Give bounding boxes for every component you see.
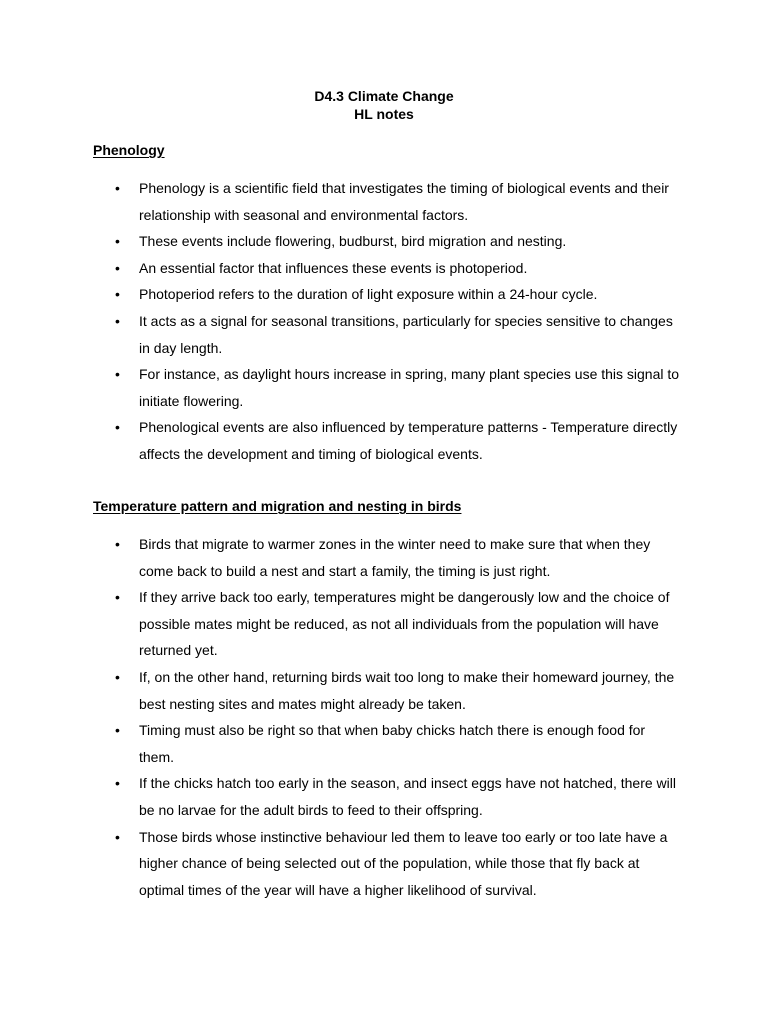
bullet-icon: • xyxy=(115,775,120,792)
list-item-text: An essential factor that influences these events is photoperiod. xyxy=(139,259,528,276)
list-item-text: If the chicks hatch too early in the season, and insect eggs have not hatched, there will be no larvae for the adult birds to feed to their offspring. xyxy=(139,775,676,818)
document-subtitle: HL notes xyxy=(354,106,414,122)
list-item-text: These events include flowering, budburst, bird migration and nesting. xyxy=(139,233,567,250)
bullet-icon: • xyxy=(115,536,120,552)
bullet-icon: • xyxy=(115,366,120,383)
list-item-text: If, on the other hand, returning birds wait too long to make their homeward journey, the best nesting sites and mates might already be taken. xyxy=(139,668,675,712)
list-item-text: If they arrive back too early, temperatures might be dangerously low and the choice of possible mates might be reduced, as not all individuals from the population will have returned yet. xyxy=(139,589,670,659)
list-item xyxy=(0,584,768,664)
list-item-text: For instance, as daylight hours increase in spring, many plant species use this signal to initiate flowering. xyxy=(139,366,680,409)
section-heading-phenology: Phenology xyxy=(93,142,165,158)
list-item xyxy=(0,308,768,361)
bullet-icon: • xyxy=(115,589,120,606)
list-item xyxy=(0,281,768,308)
list-item-text: Photoperiod refers to the duration of light exposure within a 24-hour cycle. xyxy=(139,286,598,303)
list-item xyxy=(0,255,768,282)
list-item-text: Phenology is a scientific field that investigates the timing of biological events and their relationship with seasonal and environmental factors. xyxy=(139,180,669,223)
list-item xyxy=(0,361,768,414)
bullet-icon: • xyxy=(115,286,120,303)
list-item xyxy=(0,770,768,823)
list-item xyxy=(0,175,768,228)
bullet-icon: • xyxy=(115,828,120,845)
list-item xyxy=(0,531,768,584)
list-item-text: Those birds whose instinctive behaviour led them to leave too early or too late have a higher chance of being selected out of the population, while those that fly back at optimal times of the year will have a higher likelihood of survival. xyxy=(139,828,668,898)
list-item-text: Timing must also be right so that when baby chicks hatch there is enough food for them. xyxy=(139,722,646,765)
bullet-list-phenology xyxy=(0,175,768,468)
list-item xyxy=(0,228,768,255)
bullet-icon: • xyxy=(115,233,120,250)
bullet-icon: • xyxy=(115,312,120,329)
section-heading-migration: Temperature pattern and migration and nesting in birds xyxy=(93,498,462,514)
list-item-text: Phenological events are also influenced by temperature patterns - Temperature directly affects the development and timing of biological events. xyxy=(139,419,678,462)
list-item xyxy=(0,717,768,770)
list-item xyxy=(0,664,768,717)
bullet-icon: • xyxy=(115,180,120,196)
list-item-text: It acts as a signal for seasonal transitions, particularly for species sensitive to changes in day length. xyxy=(139,312,673,356)
bullet-list-migration xyxy=(0,531,768,903)
list-item xyxy=(0,824,768,904)
bullet-icon: • xyxy=(115,419,120,436)
list-item-text: Birds that migrate to warmer zones in the winter need to make sure that when they come back to build a nest and start a family, the timing is just right. xyxy=(139,536,651,579)
bullet-icon: • xyxy=(115,668,120,685)
bullet-icon: • xyxy=(115,259,120,276)
document-title: D4.3 Climate Change xyxy=(314,88,454,104)
bullet-icon: • xyxy=(115,722,120,739)
list-item xyxy=(0,414,768,467)
